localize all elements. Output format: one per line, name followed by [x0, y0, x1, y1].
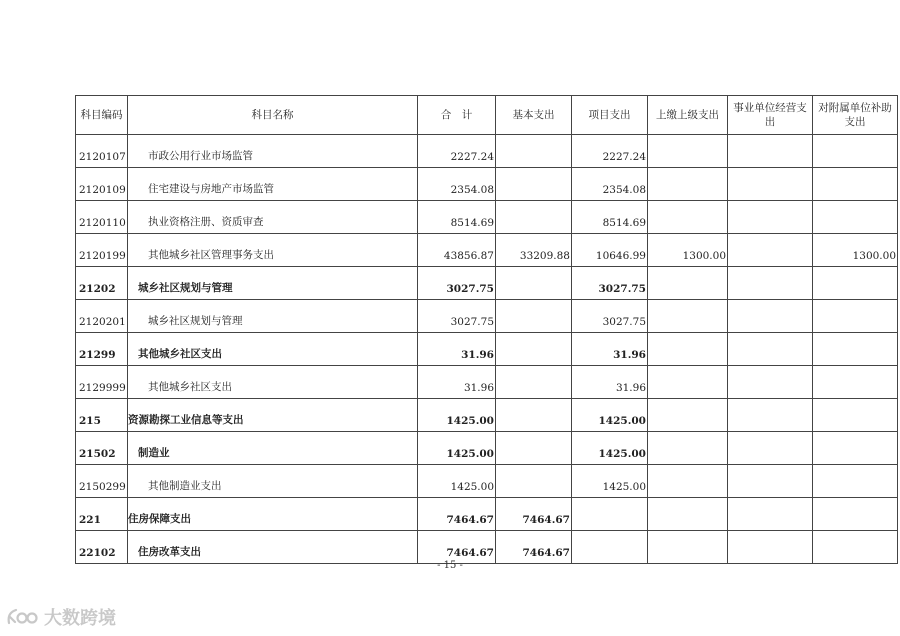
cell-subsidy — [813, 333, 898, 366]
kuajing-logo-icon — [6, 605, 40, 629]
cell-subsidy — [813, 531, 898, 564]
watermark — [6, 604, 116, 630]
col-header-business: 事业单位经营支出 — [728, 96, 813, 135]
budget-expenditure-table — [75, 95, 898, 564]
cell-upper — [648, 135, 728, 168]
table-row — [76, 201, 898, 234]
cell-upper — [648, 366, 728, 399]
cell-upper: 1300.00 — [648, 234, 728, 267]
cell-business — [728, 168, 813, 201]
cell-total: 31.96 — [418, 333, 496, 366]
cell-basic — [496, 267, 572, 300]
cell-basic — [496, 135, 572, 168]
cell-code: 2120109 — [76, 168, 128, 201]
cell-total: 1425.00 — [418, 399, 496, 432]
cell-name: 制造业 — [128, 432, 418, 465]
cell-project: 10646.99 — [572, 234, 648, 267]
cell-upper — [648, 300, 728, 333]
cell-code: 2150299 — [76, 465, 128, 498]
cell-basic: 7464.67 — [496, 498, 572, 531]
cell-project: 2227.24 — [572, 135, 648, 168]
cell-basic — [496, 168, 572, 201]
cell-business — [728, 333, 813, 366]
cell-basic — [496, 201, 572, 234]
cell-basic — [496, 432, 572, 465]
col-header-code: 科目编码 — [76, 96, 128, 135]
cell-code: 21502 — [76, 432, 128, 465]
cell-name: 住宅建设与房地产市场监管 — [128, 168, 418, 201]
cell-code: 2120107 — [76, 135, 128, 168]
cell-total: 1425.00 — [418, 432, 496, 465]
cell-upper — [648, 399, 728, 432]
table-row — [76, 168, 898, 201]
table-row — [76, 267, 898, 300]
cell-project — [572, 498, 648, 531]
cell-subsidy: 1300.00 — [813, 234, 898, 267]
cell-basic — [496, 366, 572, 399]
table-row — [76, 531, 898, 564]
cell-subsidy — [813, 267, 898, 300]
col-header-name: 科目名称 — [128, 96, 418, 135]
cell-subsidy — [813, 366, 898, 399]
cell-total: 7464.67 — [418, 531, 496, 564]
cell-business — [728, 498, 813, 531]
cell-business — [728, 201, 813, 234]
table-row — [76, 399, 898, 432]
cell-project: 31.96 — [572, 333, 648, 366]
cell-project: 1425.00 — [572, 399, 648, 432]
cell-total: 1425.00 — [418, 465, 496, 498]
cell-total: 2227.24 — [418, 135, 496, 168]
cell-code: 2129999 — [76, 366, 128, 399]
table-header-row — [76, 96, 898, 135]
cell-basic: 33209.88 — [496, 234, 572, 267]
cell-subsidy — [813, 498, 898, 531]
cell-code: 215 — [76, 399, 128, 432]
cell-name: 其他制造业支出 — [128, 465, 418, 498]
cell-basic — [496, 399, 572, 432]
cell-subsidy — [813, 135, 898, 168]
cell-upper — [648, 465, 728, 498]
cell-subsidy — [813, 432, 898, 465]
col-header-total: 合 计 — [418, 96, 496, 135]
cell-code: 2120110 — [76, 201, 128, 234]
table-row — [76, 432, 898, 465]
cell-name: 其他城乡社区支出 — [128, 333, 418, 366]
col-header-subsidy: 对附属单位补助支出 — [813, 96, 898, 135]
cell-basic — [496, 333, 572, 366]
cell-total: 7464.67 — [418, 498, 496, 531]
cell-subsidy — [813, 399, 898, 432]
cell-business — [728, 135, 813, 168]
cell-total: 8514.69 — [418, 201, 496, 234]
cell-business — [728, 366, 813, 399]
cell-business — [728, 300, 813, 333]
table-row — [76, 300, 898, 333]
cell-name: 市政公用行业市场监管 — [128, 135, 418, 168]
table-row — [76, 333, 898, 366]
table-row — [76, 366, 898, 399]
cell-name: 住房改革支出 — [128, 531, 418, 564]
cell-total: 43856.87 — [418, 234, 496, 267]
cell-total: 31.96 — [418, 366, 496, 399]
cell-project: 1425.00 — [572, 432, 648, 465]
watermark-text: 大数跨境 — [44, 608, 116, 629]
col-header-basic: 基本支出 — [496, 96, 572, 135]
cell-upper — [648, 168, 728, 201]
table-row — [76, 135, 898, 168]
cell-subsidy — [813, 201, 898, 234]
cell-code: 2120201 — [76, 300, 128, 333]
cell-business — [728, 267, 813, 300]
cell-name: 其他城乡社区管理事务支出 — [128, 234, 418, 267]
cell-code: 21299 — [76, 333, 128, 366]
cell-code: 2120199 — [76, 234, 128, 267]
cell-upper — [648, 498, 728, 531]
cell-upper — [648, 432, 728, 465]
page-number: - 15 - — [437, 560, 463, 571]
col-header-project: 项目支出 — [572, 96, 648, 135]
cell-total: 2354.08 — [418, 168, 496, 201]
cell-business — [728, 531, 813, 564]
cell-project — [572, 531, 648, 564]
cell-project: 1425.00 — [572, 465, 648, 498]
table-row — [76, 234, 898, 267]
cell-basic — [496, 300, 572, 333]
cell-business — [728, 234, 813, 267]
cell-name: 其他城乡社区支出 — [128, 366, 418, 399]
cell-subsidy — [813, 300, 898, 333]
cell-upper — [648, 333, 728, 366]
cell-project: 3027.75 — [572, 267, 648, 300]
cell-project: 31.96 — [572, 366, 648, 399]
cell-subsidy — [813, 168, 898, 201]
cell-code: 221 — [76, 498, 128, 531]
cell-name: 城乡社区规划与管理 — [128, 300, 418, 333]
cell-total: 3027.75 — [418, 300, 496, 333]
cell-business — [728, 399, 813, 432]
table-row — [76, 465, 898, 498]
cell-business — [728, 465, 813, 498]
cell-upper — [648, 201, 728, 234]
cell-upper — [648, 267, 728, 300]
cell-business — [728, 432, 813, 465]
cell-basic: 7464.67 — [496, 531, 572, 564]
table-row — [76, 498, 898, 531]
cell-basic — [496, 465, 572, 498]
cell-project: 2354.08 — [572, 168, 648, 201]
col-header-upper: 上缴上级支出 — [648, 96, 728, 135]
cell-upper — [648, 531, 728, 564]
cell-name: 城乡社区规划与管理 — [128, 267, 418, 300]
cell-name: 住房保障支出 — [128, 498, 418, 531]
cell-code: 22102 — [76, 531, 128, 564]
cell-code: 21202 — [76, 267, 128, 300]
cell-project: 3027.75 — [572, 300, 648, 333]
cell-name: 资源勘探工业信息等支出 — [128, 399, 418, 432]
cell-total: 3027.75 — [418, 267, 496, 300]
cell-subsidy — [813, 465, 898, 498]
cell-project: 8514.69 — [572, 201, 648, 234]
cell-name: 执业资格注册、资质审查 — [128, 201, 418, 234]
